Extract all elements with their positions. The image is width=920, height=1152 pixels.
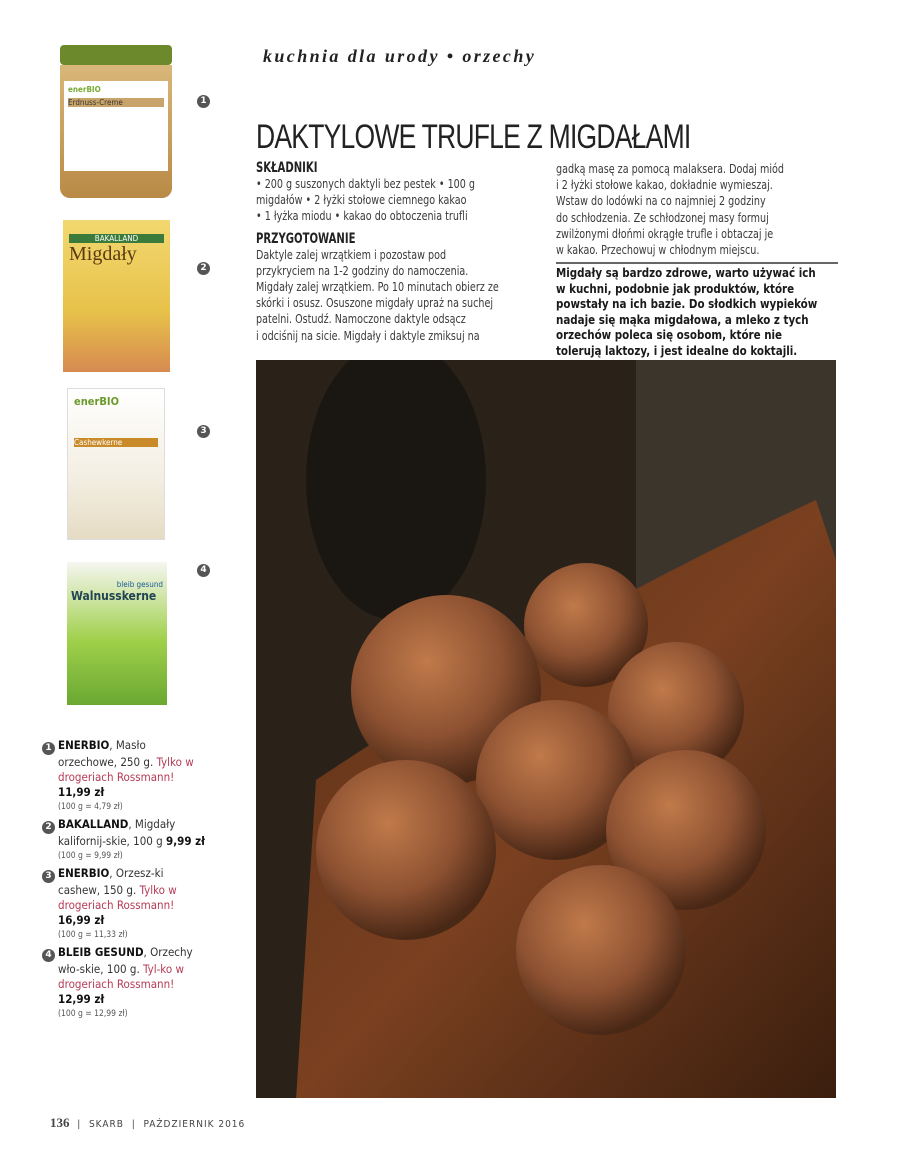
text-line: patelni. Ostudź. Namoczone daktyle odsącz bbox=[256, 311, 466, 327]
product-image-3 bbox=[67, 388, 165, 540]
pack-brand: BAKALLAND bbox=[69, 234, 164, 243]
text-line: i odciśnij na sicie. Migdały i daktyle zmiksuj na bbox=[256, 327, 480, 343]
magazine-name: SKARB bbox=[88, 1119, 124, 1130]
pack-label: Migdały bbox=[69, 243, 137, 265]
text-line: migdałów • 2 łyżki stołowe ciemnego kakao bbox=[256, 192, 467, 208]
page-number: 136 bbox=[50, 1115, 70, 1130]
product-image-2 bbox=[63, 220, 170, 372]
product-promo: Tylko w drogeriach Rossmann! bbox=[58, 883, 177, 912]
product-marker-2: 2 bbox=[197, 262, 210, 275]
text-line: powstały na ich bazie. Do słodkich wypieków bbox=[556, 297, 818, 312]
product-number: 3 bbox=[42, 870, 55, 883]
text-line: gadką masę za pomocą malaksera. Dodaj miód bbox=[556, 161, 784, 176]
ingredients-list bbox=[256, 176, 538, 225]
text-line: przykryciem na 1-2 godziny do namoczenia. bbox=[256, 262, 469, 278]
pack-brand: enerBIO bbox=[74, 395, 119, 408]
product-entry bbox=[45, 738, 208, 814]
product-list bbox=[45, 738, 208, 1024]
issue-date: PAŹDZIERNIK 2016 bbox=[143, 1119, 246, 1130]
product-description: , Masło orzechowe, 250 g. bbox=[58, 738, 157, 769]
product-unit-price: (100 g = 11,33 zł) bbox=[58, 930, 128, 940]
text-line: • 200 g suszonych daktyli bez pestek • 100 g bbox=[256, 176, 476, 191]
recipe-title: DAKTYLOWE TRUFLE Z MIGDAŁAMI bbox=[256, 118, 691, 156]
text-line: do schłodzenia. Ze schłodzonej masy formuj bbox=[556, 209, 769, 225]
text-line: • 1 łyżka miodu • kakao do obtoczenia trufli bbox=[256, 208, 468, 224]
product-unit-price: (100 g = 12,99 zł) bbox=[58, 1009, 128, 1019]
page-footer: 136 | SKARB | PAŹDZIERNIK 2016 bbox=[50, 1115, 246, 1130]
product-price: 16,99 zł bbox=[58, 913, 105, 927]
product-brand: BLEIB GESUND bbox=[58, 945, 144, 959]
product-price: 11,99 zł bbox=[58, 785, 105, 799]
product-number: 2 bbox=[42, 821, 55, 834]
product-entry bbox=[45, 945, 208, 1021]
product-promo: Tyl-ko w drogeriach Rossmann! bbox=[58, 962, 184, 991]
pack-brand: enerBIO bbox=[68, 85, 101, 94]
text-line: Wstaw do lodówki na co najmniej 2 godziny bbox=[556, 193, 766, 209]
product-brand: BAKALLAND bbox=[58, 817, 129, 831]
preparation-heading: PRZYGOTOWANIE bbox=[256, 230, 356, 247]
product-description: , Orzesz-ki cashew, 150 g. bbox=[58, 866, 164, 897]
text-line: i 2 łyżki stołowe kakao, dokładnie wymieszaj. bbox=[556, 177, 773, 193]
product-promo: Tylko w drogeriach Rossmann! bbox=[58, 755, 194, 784]
ingredients-heading: SKŁADNIKI bbox=[256, 160, 318, 176]
recipe-column-1 bbox=[256, 160, 538, 344]
product-image-1 bbox=[60, 45, 172, 198]
product-brand: ENERBIO bbox=[58, 866, 110, 880]
almond-note bbox=[556, 262, 838, 360]
section-kicker: kuchnia dla urody • orzechy bbox=[263, 46, 537, 66]
pack-brand: bleib gesund bbox=[116, 580, 163, 589]
product-marker-1: 1 bbox=[197, 95, 210, 108]
product-marker-3: 3 bbox=[197, 425, 210, 438]
text-line: Migdały zalej wrzątkiem. Po 10 minutach obierz ze bbox=[256, 279, 499, 295]
product-number: 4 bbox=[42, 949, 55, 962]
truffles-photo bbox=[256, 360, 836, 1098]
text-line: w kuchni, podobnie jak produktów, które bbox=[556, 281, 795, 296]
text-line: tolerują laktozy, i jest idealne do koktajli. bbox=[556, 343, 798, 358]
text-line: Migdały są bardzo zdrowe, warto używać ich bbox=[556, 266, 816, 280]
pack-label: Cashewkerne bbox=[74, 438, 158, 447]
product-marker-4: 4 bbox=[197, 564, 210, 577]
product-price: 12,99 zł bbox=[58, 992, 105, 1006]
text-line: zwilżonymi dłońmi okrągłe trufle i obtaczaj je bbox=[556, 225, 774, 241]
preparation-text-continued bbox=[556, 161, 821, 258]
pack-label: Erdnuss-Creme bbox=[68, 98, 164, 107]
text-line: Daktyle zalej wrzątkiem i pozostaw pod bbox=[256, 246, 447, 262]
text-line: nadaje się mąka migdałowa, a mleko z tych bbox=[556, 312, 809, 327]
text-line: skórki i osusz. Osuszone migdały upraż na suchej bbox=[256, 295, 494, 311]
text-line: orzechów poleca się osobom, które nie bbox=[556, 328, 783, 343]
product-description: , Orzechy wło-skie, 100 g. bbox=[58, 945, 193, 976]
product-image-4 bbox=[67, 562, 167, 705]
product-description: , Migdały kalifornij-skie, 100 g bbox=[58, 817, 176, 848]
text-line: w kakao. Przechowuj w chłodnym miejscu. bbox=[556, 242, 760, 258]
product-unit-price: (100 g = 4,79 zł) bbox=[58, 802, 123, 812]
product-number: 1 bbox=[42, 742, 55, 755]
product-entry bbox=[45, 866, 208, 942]
product-entry bbox=[45, 817, 208, 863]
truffles-image bbox=[256, 360, 836, 1098]
product-brand: ENERBIO bbox=[58, 738, 110, 752]
pack-label: Walnusskerne bbox=[71, 589, 157, 603]
product-unit-price: (100 g = 9,99 zł) bbox=[58, 851, 123, 861]
preparation-text bbox=[256, 247, 538, 344]
product-price: 9,99 zł bbox=[166, 834, 206, 848]
